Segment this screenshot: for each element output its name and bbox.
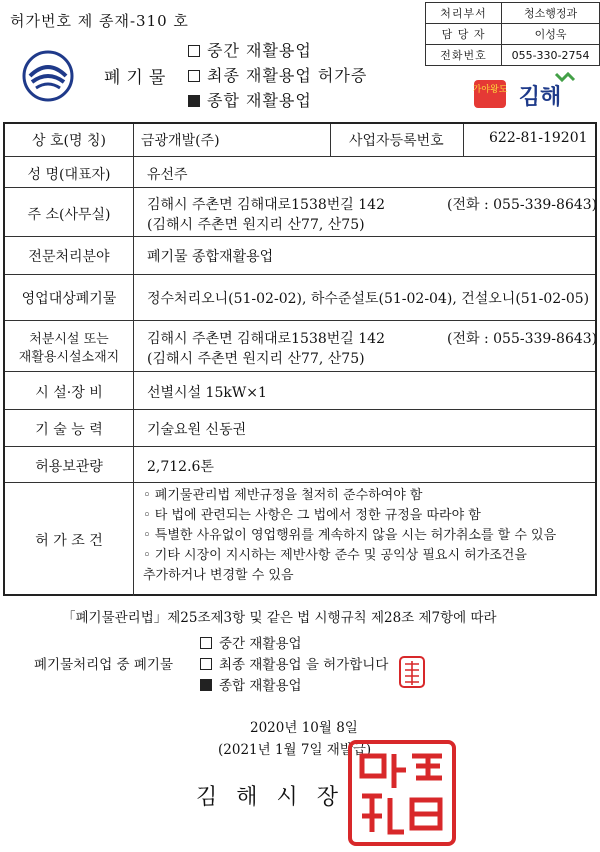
bizno-value: 622-81-19201 — [489, 130, 588, 146]
storage-label: 허용보관량 — [35, 459, 103, 475]
waste-label: 폐기물 — [104, 68, 172, 88]
footer-option-final: 최종 재활용업 을 허가합니다 — [200, 653, 388, 673]
representative-label: 성 명(대표자) — [27, 167, 111, 183]
condition-item: ◦ 폐기물관리법 제반규정을 철저히 준수하여야 함 — [143, 488, 423, 503]
small-seal-icon — [398, 655, 426, 689]
option-intermediate: 중간 재활용업 — [188, 38, 367, 63]
address-line2: (김해시 주촌면 원지리 산77, 산75) — [147, 217, 365, 233]
facility-location-label-2: 재활용시설소재지 — [18, 350, 120, 365]
issue-date: 2020년 10월 8일 — [250, 720, 358, 736]
facility-location-phone: (전화 : 055-339-8643) — [447, 331, 598, 347]
tech-value: 기술요원 신동권 — [147, 422, 247, 438]
reissue-date: (2021년 1월 7일 재발급) — [218, 742, 372, 758]
permit-form-table — [3, 122, 597, 596]
condition-item: ◦ 특별한 사유없이 영업행위를 계속하지 않을 시는 허가취소를 할 수 있음 — [143, 528, 557, 543]
equipment-label: 시 설·장 비 — [35, 385, 103, 401]
tech-label: 기 술 능 력 — [35, 422, 103, 438]
footer-option-comprehensive: 종합 재활용업 — [200, 674, 302, 694]
facility-location-line1: 김해시 주촌면 김해대로1538번길 142 — [147, 331, 385, 347]
option-comprehensive: 종합 재활용업 — [188, 88, 367, 113]
condition-item: ◦ 타 법에 관련되는 사항은 그 법에서 정한 규정을 따라야 함 — [143, 508, 481, 523]
equipment-value: 선별시설 15kW×1 — [147, 385, 267, 401]
bizno-label: 사업자등록번호 — [349, 133, 444, 149]
condition-item: ◦ 기타 시장이 지시하는 제반사항 준수 및 공익상 필요시 허가조건을 — [143, 548, 527, 563]
facility-location-label-1: 처분시설 또는 — [29, 332, 109, 347]
svg-text:김해: 김해 — [518, 85, 562, 110]
company-value: 금광개발(주) — [141, 133, 220, 149]
specialty-value: 폐기물 종합재활용업 — [147, 249, 274, 265]
footer-lead: 폐기물처리업 중 폐기물 — [34, 657, 173, 673]
issuer-title: 김 해 시 장 — [196, 785, 344, 810]
checkbox-icon — [188, 45, 200, 57]
address-line1: 김해시 주촌면 김해대로1538번길 142 — [147, 197, 385, 213]
target-waste-value: 정수처리오니(51-02-02), 하수준설토(51-02-04), 건설오니(51-02-05) — [147, 291, 590, 307]
permit-number: 허가번호 제 종재-310 호 — [10, 12, 189, 30]
address-phone: (전화 : 055-339-8643) — [447, 197, 598, 213]
legal-basis: 「폐기물관리법」제25조제3항 및 같은 법 시행규칙 제28조 제7항에 따라 — [62, 610, 497, 626]
facility-location-line2: (김해시 주촌면 원지리 산77, 산75) — [147, 351, 365, 367]
gimhae-emblem-icon — [22, 50, 74, 102]
target-waste-label: 영업대상폐기물 — [21, 291, 117, 307]
checked-box-icon — [200, 679, 212, 691]
condition-item: 추가하거나 변경할 수 있음 — [143, 568, 294, 583]
footer-option-intermediate: 중간 재활용업 — [200, 632, 302, 652]
department-table: 처리부서 청소행정과 담 당 자 이성욱 전화번호 055-330-2754 — [425, 2, 600, 66]
specialty-label: 전문처리분야 — [28, 249, 110, 265]
checkbox-icon — [200, 637, 212, 649]
official-seal-icon — [346, 738, 458, 848]
company-label: 상 호(명 칭) — [32, 133, 106, 149]
representative-value: 유선주 — [147, 167, 188, 183]
checked-box-icon — [188, 95, 200, 107]
option-final: 최종 재활용업 허가증 — [188, 63, 367, 88]
gimhae-city-logo — [470, 70, 580, 114]
conditions-label: 허 가 조 건 — [35, 533, 103, 549]
checkbox-icon — [200, 658, 212, 670]
checkbox-icon — [188, 70, 200, 82]
business-type-options — [188, 38, 367, 113]
storage-value: 2,712.6톤 — [147, 459, 214, 475]
address-label: 주 소(사무실) — [27, 207, 111, 223]
svg-text:가야왕도: 가야왕도 — [472, 85, 508, 95]
